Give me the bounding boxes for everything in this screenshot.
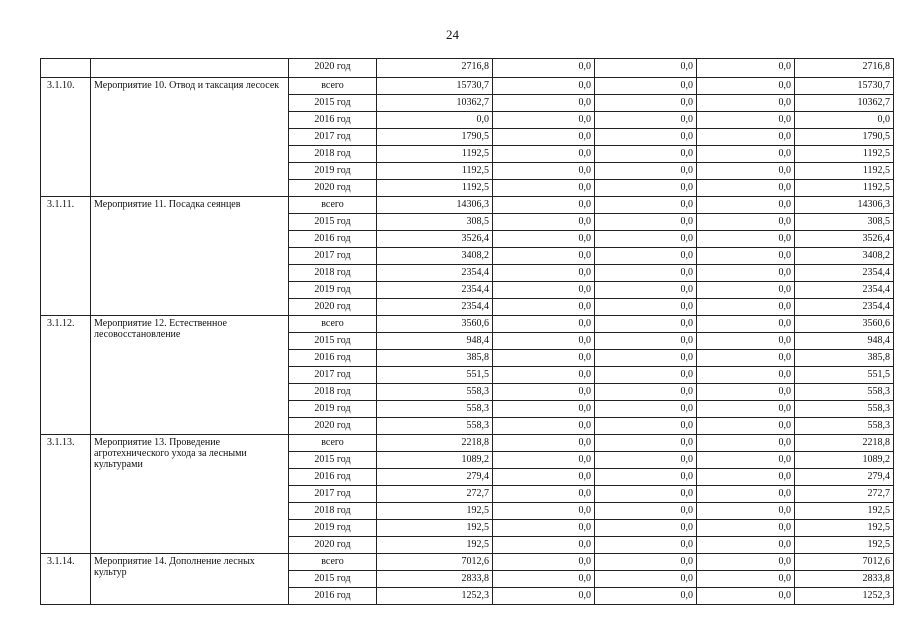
col3-cell: 0,0: [595, 554, 697, 571]
year-cell: 2015 год: [289, 452, 377, 469]
col5-cell: 192,5: [795, 503, 894, 520]
col2-cell: 0,0: [493, 197, 595, 214]
col4-cell: 0,0: [697, 350, 795, 367]
total-cell: 0,0: [377, 112, 493, 129]
col2-cell: 0,0: [493, 59, 595, 78]
total-cell: 192,5: [377, 520, 493, 537]
col2-cell: 0,0: [493, 248, 595, 265]
measure-code: 3.1.10.: [41, 78, 91, 197]
col4-cell: 0,0: [697, 503, 795, 520]
total-cell: 3560,6: [377, 316, 493, 333]
col3-cell: 0,0: [595, 469, 697, 486]
col3-cell: 0,0: [595, 248, 697, 265]
table-row: [41, 59, 894, 78]
total-cell: 1192,5: [377, 180, 493, 197]
col4-cell: 0,0: [697, 333, 795, 350]
year-cell: 2017 год: [289, 248, 377, 265]
col3-cell: 0,0: [595, 350, 697, 367]
col5-cell: 1192,5: [795, 180, 894, 197]
col4-cell: 0,0: [697, 486, 795, 503]
col2-cell: 0,0: [493, 231, 595, 248]
col2-cell: 0,0: [493, 316, 595, 333]
col3-cell: 0,0: [595, 333, 697, 350]
year-cell: 2015 год: [289, 571, 377, 588]
table-body: [41, 59, 894, 605]
col4-cell: 0,0: [697, 588, 795, 605]
col3-cell: 0,0: [595, 95, 697, 112]
col2-cell: 0,0: [493, 418, 595, 435]
col5-cell: 308,5: [795, 214, 894, 231]
col4-cell: 0,0: [697, 452, 795, 469]
total-cell: 279,4: [377, 469, 493, 486]
col3-cell: 0,0: [595, 282, 697, 299]
col4-cell: 0,0: [697, 112, 795, 129]
year-cell: 2020 год: [289, 59, 377, 78]
col5-cell: 558,3: [795, 401, 894, 418]
year-cell: 2019 год: [289, 401, 377, 418]
col5-cell: 3408,2: [795, 248, 894, 265]
total-cell: 15730,7: [377, 78, 493, 95]
col5-cell: 551,5: [795, 367, 894, 384]
col3-cell: 0,0: [595, 367, 697, 384]
year-cell: 2018 год: [289, 384, 377, 401]
page-number: 24: [446, 27, 459, 42]
col4-cell: 0,0: [697, 299, 795, 316]
measure-code: 3.1.13.: [41, 435, 91, 554]
year-cell: 2019 год: [289, 282, 377, 299]
col2-cell: 0,0: [493, 554, 595, 571]
total-cell: 2833,8: [377, 571, 493, 588]
col4-cell: 0,0: [697, 435, 795, 452]
year-cell: 2019 год: [289, 520, 377, 537]
col2-cell: 0,0: [493, 503, 595, 520]
col4-cell: 0,0: [697, 367, 795, 384]
col4-cell: 0,0: [697, 95, 795, 112]
col2-cell: 0,0: [493, 129, 595, 146]
total-cell: 1192,5: [377, 163, 493, 180]
total-cell: 10362,7: [377, 95, 493, 112]
col5-cell: 558,3: [795, 384, 894, 401]
total-cell: 948,4: [377, 333, 493, 350]
year-cell: 2020 год: [289, 537, 377, 554]
col4-cell: 0,0: [697, 78, 795, 95]
year-cell: всего: [289, 316, 377, 333]
col4-cell: 0,0: [697, 571, 795, 588]
year-cell: 2018 год: [289, 146, 377, 163]
total-cell: 558,3: [377, 384, 493, 401]
col3-cell: 0,0: [595, 418, 697, 435]
col3-cell: 0,0: [595, 520, 697, 537]
col3-cell: 0,0: [595, 316, 697, 333]
col3-cell: 0,0: [595, 452, 697, 469]
measure-name: Мероприятие 10. Отвод и таксация лесосек: [91, 78, 289, 197]
col3-cell: 0,0: [595, 197, 697, 214]
total-cell: 3526,4: [377, 231, 493, 248]
col5-cell: 2716,8: [795, 59, 894, 78]
col2-cell: 0,0: [493, 214, 595, 231]
col5-cell: 7012,6: [795, 554, 894, 571]
col4-cell: 0,0: [697, 214, 795, 231]
col3-cell: 0,0: [595, 214, 697, 231]
col4-cell: 0,0: [697, 59, 795, 78]
col4-cell: 0,0: [697, 384, 795, 401]
col2-cell: 0,0: [493, 367, 595, 384]
col2-cell: 0,0: [493, 163, 595, 180]
col5-cell: 272,7: [795, 486, 894, 503]
col2-cell: 0,0: [493, 180, 595, 197]
col4-cell: 0,0: [697, 248, 795, 265]
col5-cell: 2833,8: [795, 571, 894, 588]
col2-cell: 0,0: [493, 299, 595, 316]
year-cell: всего: [289, 197, 377, 214]
year-cell: 2015 год: [289, 95, 377, 112]
col5-cell: 948,4: [795, 333, 894, 350]
col4-cell: 0,0: [697, 282, 795, 299]
measure-code: 3.1.11.: [41, 197, 91, 316]
col2-cell: 0,0: [493, 333, 595, 350]
total-cell: 1790,5: [377, 129, 493, 146]
col5-cell: 10362,7: [795, 95, 894, 112]
col4-cell: 0,0: [697, 197, 795, 214]
col2-cell: 0,0: [493, 588, 595, 605]
col3-cell: 0,0: [595, 503, 697, 520]
col3-cell: 0,0: [595, 59, 697, 78]
total-cell: 2354,4: [377, 265, 493, 282]
year-cell: 2016 год: [289, 112, 377, 129]
col5-cell: 1089,2: [795, 452, 894, 469]
col2-cell: 0,0: [493, 452, 595, 469]
col3-cell: 0,0: [595, 537, 697, 554]
col3-cell: 0,0: [595, 486, 697, 503]
col2-cell: 0,0: [493, 401, 595, 418]
col3-cell: 0,0: [595, 163, 697, 180]
year-cell: 2015 год: [289, 214, 377, 231]
col4-cell: 0,0: [697, 401, 795, 418]
measure-name: Мероприятие 12. Естественное лесовосстановление: [91, 316, 289, 435]
col4-cell: 0,0: [697, 180, 795, 197]
col3-cell: 0,0: [595, 180, 697, 197]
col2-cell: 0,0: [493, 486, 595, 503]
total-cell: 558,3: [377, 418, 493, 435]
year-cell: 2020 год: [289, 180, 377, 197]
col2-cell: 0,0: [493, 537, 595, 554]
col4-cell: 0,0: [697, 129, 795, 146]
total-cell: 3408,2: [377, 248, 493, 265]
col2-cell: 0,0: [493, 265, 595, 282]
year-cell: всего: [289, 554, 377, 571]
total-cell: 2716,8: [377, 59, 493, 78]
col4-cell: 0,0: [697, 265, 795, 282]
total-cell: 558,3: [377, 401, 493, 418]
total-cell: 2218,8: [377, 435, 493, 452]
table-row: [41, 316, 894, 333]
col3-cell: 0,0: [595, 299, 697, 316]
col5-cell: 3560,6: [795, 316, 894, 333]
col5-cell: 1192,5: [795, 146, 894, 163]
total-cell: 385,8: [377, 350, 493, 367]
measure-name: Мероприятие 14. Дополнение лесных культур: [91, 554, 289, 605]
year-cell: 2020 год: [289, 418, 377, 435]
total-cell: 1192,5: [377, 146, 493, 163]
col3-cell: 0,0: [595, 401, 697, 418]
year-cell: 2018 год: [289, 503, 377, 520]
measure-code: 3.1.14.: [41, 554, 91, 605]
col3-cell: 0,0: [595, 146, 697, 163]
year-cell: 2016 год: [289, 588, 377, 605]
measure-name: Мероприятие 13. Проведение агротехнического ухода за лесными культурами: [91, 435, 289, 554]
col5-cell: 192,5: [795, 537, 894, 554]
col5-cell: 15730,7: [795, 78, 894, 95]
col4-cell: 0,0: [697, 231, 795, 248]
col5-cell: 2354,4: [795, 265, 894, 282]
col3-cell: 0,0: [595, 588, 697, 605]
year-cell: всего: [289, 78, 377, 95]
col5-cell: 1252,3: [795, 588, 894, 605]
col5-cell: 2218,8: [795, 435, 894, 452]
col5-cell: 1192,5: [795, 163, 894, 180]
col3-cell: 0,0: [595, 435, 697, 452]
year-cell: 2016 год: [289, 469, 377, 486]
year-cell: 2017 год: [289, 367, 377, 384]
col5-cell: 2354,4: [795, 282, 894, 299]
table-row: [41, 554, 894, 571]
col2-cell: 0,0: [493, 282, 595, 299]
total-cell: 14306,3: [377, 197, 493, 214]
name-cell: [91, 59, 289, 78]
total-cell: 308,5: [377, 214, 493, 231]
col5-cell: 2354,4: [795, 299, 894, 316]
col3-cell: 0,0: [595, 571, 697, 588]
col4-cell: 0,0: [697, 316, 795, 333]
total-cell: 2354,4: [377, 299, 493, 316]
col2-cell: 0,0: [493, 435, 595, 452]
code-cell: [41, 59, 91, 78]
col2-cell: 0,0: [493, 350, 595, 367]
col4-cell: 0,0: [697, 418, 795, 435]
budget-table: [40, 58, 894, 605]
measure-code: 3.1.12.: [41, 316, 91, 435]
total-cell: 2354,4: [377, 282, 493, 299]
year-cell: 2015 год: [289, 333, 377, 350]
year-cell: всего: [289, 435, 377, 452]
table-row: [41, 197, 894, 214]
col4-cell: 0,0: [697, 537, 795, 554]
col4-cell: 0,0: [697, 469, 795, 486]
col2-cell: 0,0: [493, 95, 595, 112]
col2-cell: 0,0: [493, 520, 595, 537]
col5-cell: 192,5: [795, 520, 894, 537]
year-cell: 2016 год: [289, 350, 377, 367]
total-cell: 1252,3: [377, 588, 493, 605]
col5-cell: 385,8: [795, 350, 894, 367]
col5-cell: 1790,5: [795, 129, 894, 146]
col3-cell: 0,0: [595, 78, 697, 95]
measure-name: Мероприятие 11. Посадка сеянцев: [91, 197, 289, 316]
col3-cell: 0,0: [595, 129, 697, 146]
col4-cell: 0,0: [697, 146, 795, 163]
col5-cell: 14306,3: [795, 197, 894, 214]
col5-cell: 558,3: [795, 418, 894, 435]
col4-cell: 0,0: [697, 163, 795, 180]
col2-cell: 0,0: [493, 571, 595, 588]
col3-cell: 0,0: [595, 384, 697, 401]
col5-cell: 279,4: [795, 469, 894, 486]
total-cell: 7012,6: [377, 554, 493, 571]
year-cell: 2017 год: [289, 129, 377, 146]
col3-cell: 0,0: [595, 231, 697, 248]
col2-cell: 0,0: [493, 146, 595, 163]
total-cell: 551,5: [377, 367, 493, 384]
col3-cell: 0,0: [595, 265, 697, 282]
col5-cell: 3526,4: [795, 231, 894, 248]
table-row: [41, 435, 894, 452]
col3-cell: 0,0: [595, 112, 697, 129]
col4-cell: 0,0: [697, 554, 795, 571]
year-cell: 2018 год: [289, 265, 377, 282]
total-cell: 192,5: [377, 537, 493, 554]
col2-cell: 0,0: [493, 384, 595, 401]
total-cell: 192,5: [377, 503, 493, 520]
total-cell: 272,7: [377, 486, 493, 503]
total-cell: 1089,2: [377, 452, 493, 469]
col2-cell: 0,0: [493, 112, 595, 129]
table-row: [41, 78, 894, 95]
col2-cell: 0,0: [493, 469, 595, 486]
col2-cell: 0,0: [493, 78, 595, 95]
year-cell: 2016 год: [289, 231, 377, 248]
col5-cell: 0,0: [795, 112, 894, 129]
year-cell: 2017 год: [289, 486, 377, 503]
year-cell: 2019 год: [289, 163, 377, 180]
col4-cell: 0,0: [697, 520, 795, 537]
year-cell: 2020 год: [289, 299, 377, 316]
